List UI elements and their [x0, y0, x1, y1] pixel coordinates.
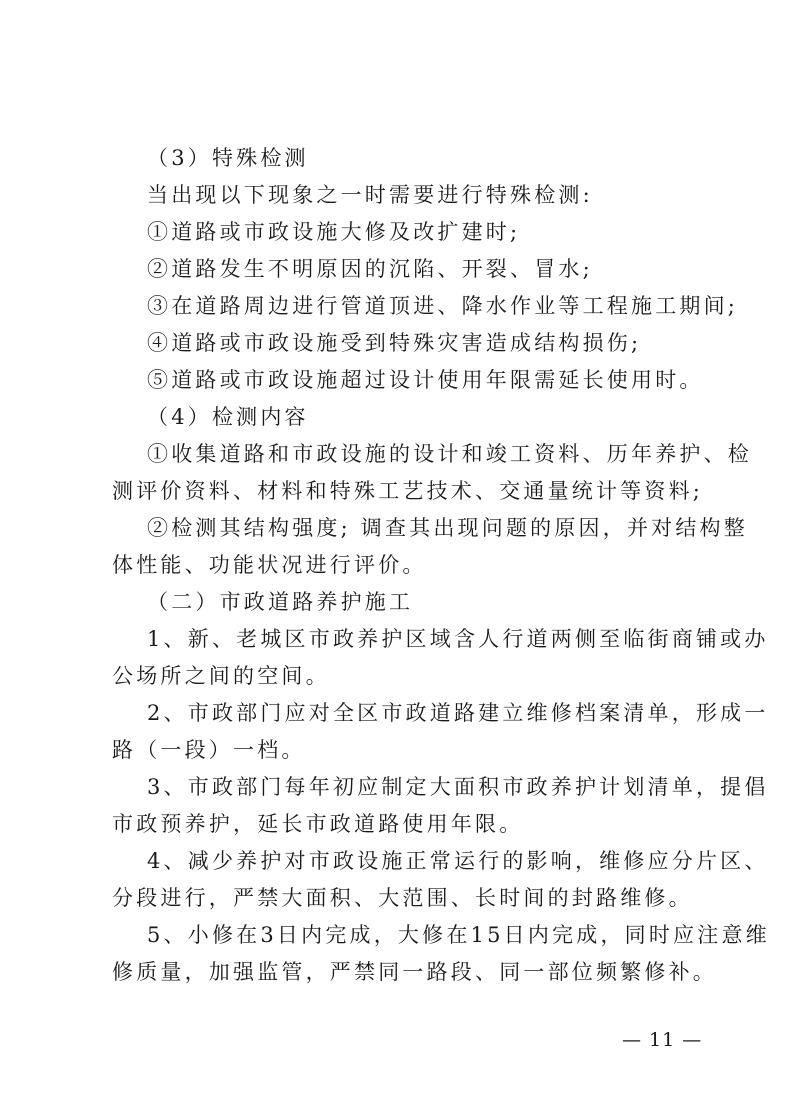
list-item: ②检测其结构强度; 调查其出现问题的原因，并对结构整 [147, 516, 748, 540]
paragraph-line: 4、减少养护对市政设施正常运行的影响，维修应分片区、 [147, 849, 769, 873]
list-item: ②道路发生不明原因的沉陷、开裂、冒水; [147, 257, 593, 281]
paragraph-line: 1、新、老城区市政养护区域含人行道两侧至临街商铺或办 [147, 627, 769, 651]
paragraph-line: 3、市政部门每年初应制定大面积市政养护计划清单，提倡 [147, 775, 769, 799]
page-number: — 11 — [622, 1029, 703, 1051]
paragraph-line: 测评价资料、材料和特殊工艺技术、交通量统计等资料; [112, 479, 704, 503]
paragraph-line: 5、小修在3日内完成，大修在15日内完成，同时应注意维 [147, 923, 770, 947]
paragraph-line: 修质量，加强监管，严禁同一路段、同一部位频繁修补。 [112, 960, 717, 984]
paragraph-line: 分段进行，严禁大面积、大范围、长时间的封路维修。 [112, 886, 693, 910]
list-item: ①收集道路和市政设施的设计和竣工资料、历年养护、检 [147, 442, 752, 466]
paragraph-line: 路（一段）一档。 [112, 738, 306, 762]
list-item: ④道路或市政设施受到特殊灾害造成结构损伤; [147, 331, 642, 355]
section-heading: （二）市政道路养护施工 [147, 590, 414, 614]
list-item: ⑤道路或市政设施超过设计使用年限需延长使用时。 [147, 368, 704, 392]
paragraph-line: 体性能、功能状况进行评价。 [112, 553, 427, 577]
paragraph-line: 2、市政部门应对全区市政道路建立维修档案清单，形成一 [147, 701, 769, 725]
list-item: ①道路或市政设施大修及改扩建时; [147, 220, 521, 244]
heading-inspection-content: （4）检测内容 [147, 405, 309, 429]
heading-special-inspection: （3）特殊检测 [147, 146, 309, 170]
paragraph-line: 公场所之间的空间。 [112, 664, 330, 688]
paragraph-line: 市政预养护，延长市政道路使用年限。 [112, 812, 524, 836]
paragraph-line: 当出现以下现象之一时需要进行特殊检测: [147, 183, 593, 207]
list-item: ③在道路周边进行管道顶进、降水作业等工程施工期间; [147, 294, 739, 318]
